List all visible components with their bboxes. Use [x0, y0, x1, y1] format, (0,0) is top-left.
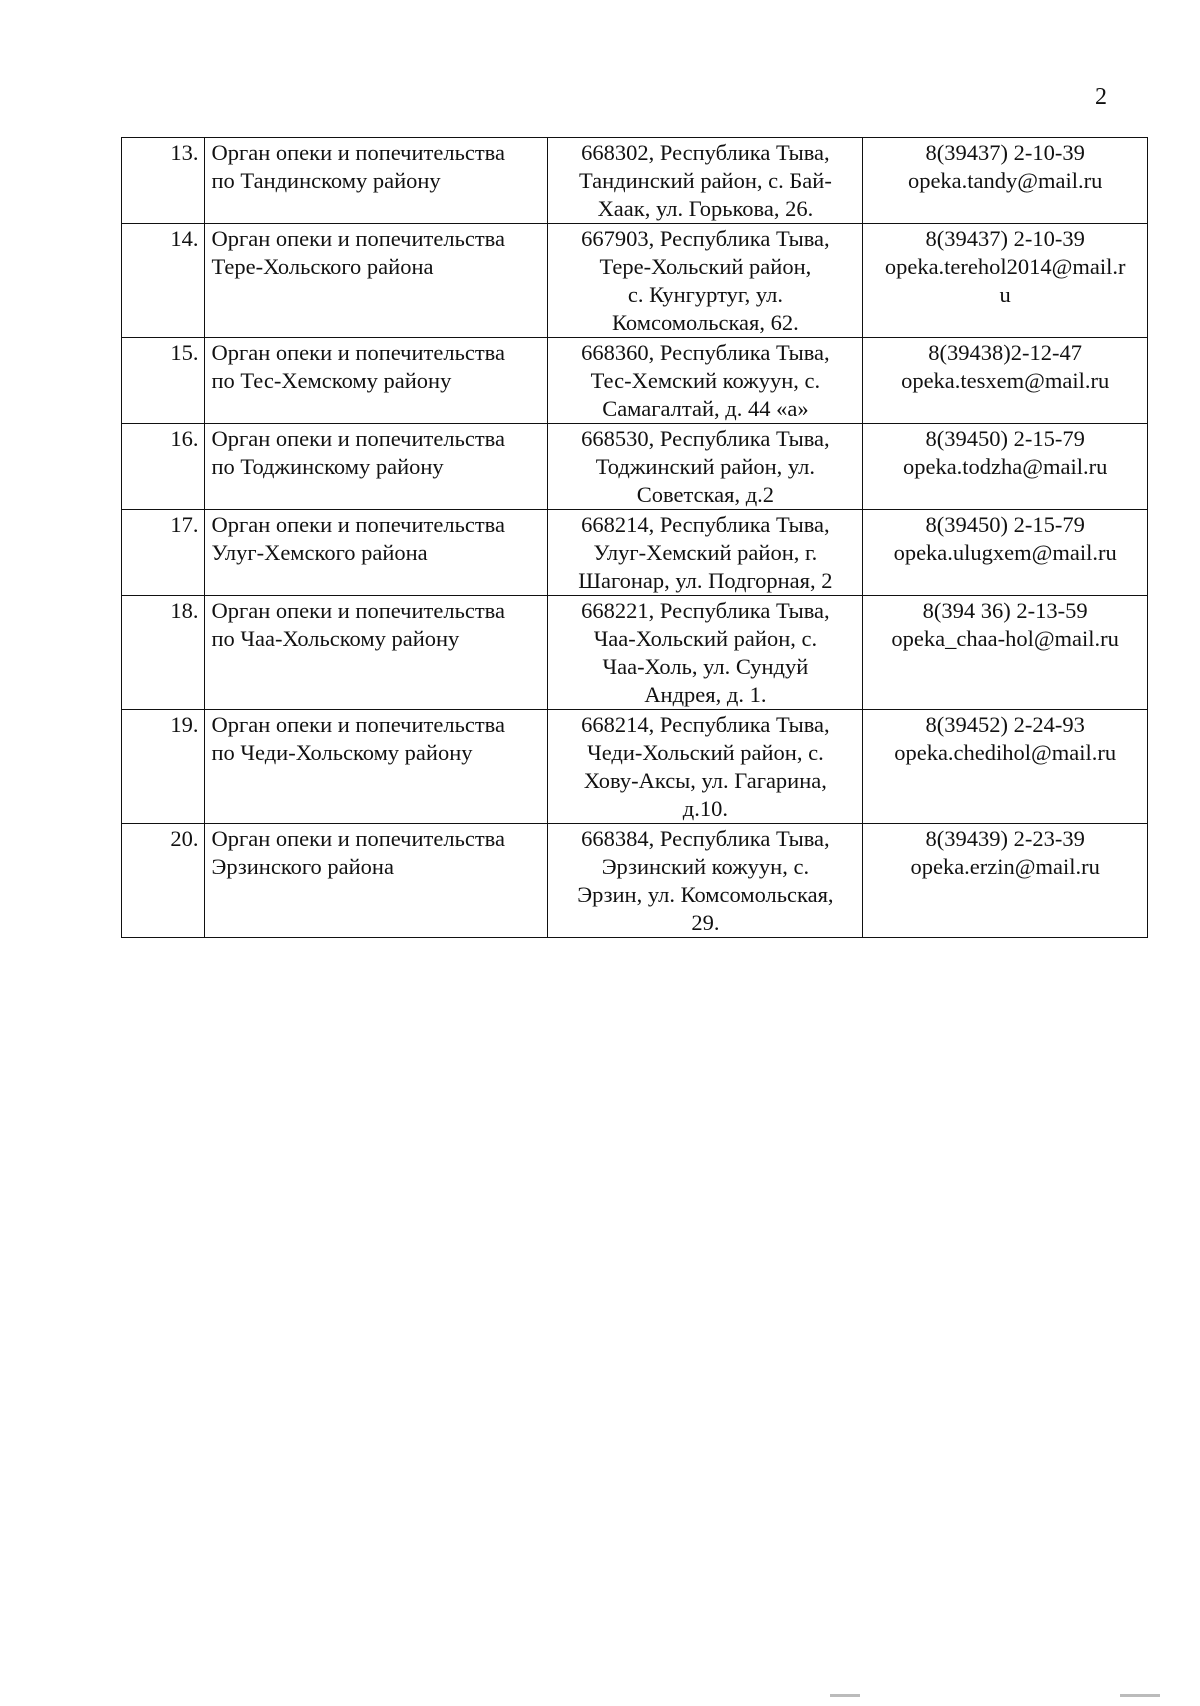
address-line: Хаак, ул. Горькова, 26. [597, 196, 814, 221]
address-line: 668214, Республика Тыва, [581, 712, 830, 737]
email-address: opeka.tandy@mail.ru [907, 168, 1103, 193]
org-line: Орган опеки и попечительства [211, 826, 505, 851]
organization-cell [205, 710, 548, 824]
address-cell [548, 824, 863, 938]
address-line: Тоджинский район, ул. [595, 454, 816, 479]
scan-artifact [1120, 1694, 1160, 1697]
org-line: Орган опеки и попечительства [211, 598, 505, 623]
table-row [122, 224, 1148, 338]
address-line: Советская, д.2 [636, 482, 775, 507]
organization-cell [205, 224, 548, 338]
organization-cell [205, 824, 548, 938]
email-address: opeka.tesxem@mail.ru [901, 368, 1110, 393]
address-line: д.10. [682, 796, 728, 821]
address-line: Тес-Хемский кожуун, с. [590, 368, 821, 393]
table-row [122, 338, 1148, 424]
contact-cell [863, 510, 1148, 596]
contact-cell [863, 596, 1148, 710]
org-line: Орган опеки и попечительства [211, 226, 505, 251]
address-line: Чеди-Хольский район, с. [587, 740, 824, 765]
address-line: Самагалтай, д. 44 «а» [602, 396, 809, 421]
row-number: 19. [170, 712, 199, 737]
org-line: по Тоджинскому району [211, 454, 444, 479]
table-row [122, 138, 1148, 224]
contact-cell [863, 824, 1148, 938]
address-line: Эрзинский кожуун, с. [601, 854, 810, 879]
row-number: 13. [170, 140, 199, 165]
address-line: 668214, Республика Тыва, [581, 512, 830, 537]
address-line: Тере-Хольский район, [599, 254, 812, 279]
address-line: Шагонар, ул. Подгорная, 2 [578, 568, 833, 593]
phone-number: 8(39450) 2-15-79 [925, 426, 1085, 451]
phone-number: 8(39437) 2-10-39 [925, 226, 1085, 251]
guardianship-authorities-table [121, 137, 1148, 938]
row-number-cell [122, 138, 205, 224]
table-row [122, 424, 1148, 510]
address-line: Тандинский район, с. Бай- [578, 168, 832, 193]
address-cell [548, 710, 863, 824]
org-line: по Тес-Хемскому району [211, 368, 452, 393]
row-number-cell [122, 424, 205, 510]
address-line: 668530, Республика Тыва, [581, 426, 830, 451]
organization-cell [205, 424, 548, 510]
org-line: Орган опеки и попечительства [211, 140, 505, 165]
organization-cell [205, 138, 548, 224]
phone-number: 8(39452) 2-24-93 [925, 712, 1085, 737]
address-line: 29. [691, 910, 720, 935]
table-row [122, 596, 1148, 710]
address-line: Улуг-Хемский район, г. [593, 540, 818, 565]
address-line: 668384, Республика Тыва, [581, 826, 830, 851]
row-number: 16. [170, 426, 199, 451]
address-cell [548, 224, 863, 338]
org-line: Орган опеки и попечительства [211, 340, 505, 365]
org-line: по Тандинскому району [211, 168, 441, 193]
address-cell [548, 510, 863, 596]
organization-cell [205, 338, 548, 424]
email-address: opeka_chaa-hol@mail.ru [891, 626, 1119, 651]
contact-cell [863, 338, 1148, 424]
scan-artifact [830, 1694, 860, 1697]
table-row [122, 710, 1148, 824]
email-address: opeka.todzha@mail.ru [902, 454, 1108, 479]
row-number: 20. [170, 826, 199, 851]
email-address: opeka.chedihol@mail.ru [894, 740, 1117, 765]
table-row [122, 510, 1148, 596]
address-line: с. Кунгуртуг, ул. [627, 282, 783, 307]
address-line: Чаа-Хольский район, с. [593, 626, 818, 651]
org-line: Эрзинского района [211, 854, 394, 879]
email-address: u [999, 282, 1011, 307]
contact-cell [863, 138, 1148, 224]
email-address: opeka.terehol2014@mail.r [884, 254, 1126, 279]
address-line: 667903, Республика Тыва, [581, 226, 830, 251]
address-cell [548, 596, 863, 710]
address-line: Хову-Аксы, ул. Гагарина, [583, 768, 827, 793]
address-cell [548, 138, 863, 224]
phone-number: 8(39450) 2-15-79 [925, 512, 1085, 537]
address-cell [548, 338, 863, 424]
phone-number: 8(39438)2-12-47 [928, 340, 1083, 365]
address-line: 668221, Республика Тыва, [581, 598, 830, 623]
table-body [122, 138, 1148, 938]
address-line: 668360, Республика Тыва, [581, 340, 830, 365]
contact-cell [863, 424, 1148, 510]
contact-cell [863, 224, 1148, 338]
address-line: Андрея, д. 1. [644, 682, 767, 707]
organization-cell [205, 510, 548, 596]
address-line: Эрзин, ул. Комсомольская, [577, 882, 834, 907]
org-line: Орган опеки и попечительства [211, 426, 505, 451]
email-address: opeka.ulugxem@mail.ru [893, 540, 1117, 565]
row-number-cell [122, 710, 205, 824]
address-line: 668302, Республика Тыва, [581, 140, 830, 165]
organization-cell [205, 596, 548, 710]
row-number: 14. [170, 226, 199, 251]
phone-number: 8(39439) 2-23-39 [925, 826, 1085, 851]
table-row [122, 824, 1148, 938]
contact-cell [863, 710, 1148, 824]
email-address: opeka.erzin@mail.ru [910, 854, 1100, 879]
page-number: 2 [1095, 84, 1107, 110]
org-line: Тере-Хольского района [211, 254, 434, 279]
row-number-cell [122, 596, 205, 710]
org-line: Улуг-Хемского района [211, 540, 428, 565]
org-line: Орган опеки и попечительства [211, 512, 505, 537]
row-number-cell [122, 824, 205, 938]
org-line: по Чеди-Хольскому району [211, 740, 473, 765]
row-number: 18. [170, 598, 199, 623]
row-number: 15. [170, 340, 199, 365]
phone-number: 8(39437) 2-10-39 [925, 140, 1085, 165]
phone-number: 8(394 36) 2-13-59 [922, 598, 1088, 623]
address-line: Чаа-Холь, ул. Сундуй [602, 654, 809, 679]
row-number-cell [122, 510, 205, 596]
org-line: Орган опеки и попечительства [211, 712, 505, 737]
org-line: по Чаа-Хольскому району [211, 626, 460, 651]
address-line: Комсомольская, 62. [612, 310, 799, 335]
address-cell [548, 424, 863, 510]
row-number-cell [122, 224, 205, 338]
row-number: 17. [170, 512, 199, 537]
row-number-cell [122, 338, 205, 424]
